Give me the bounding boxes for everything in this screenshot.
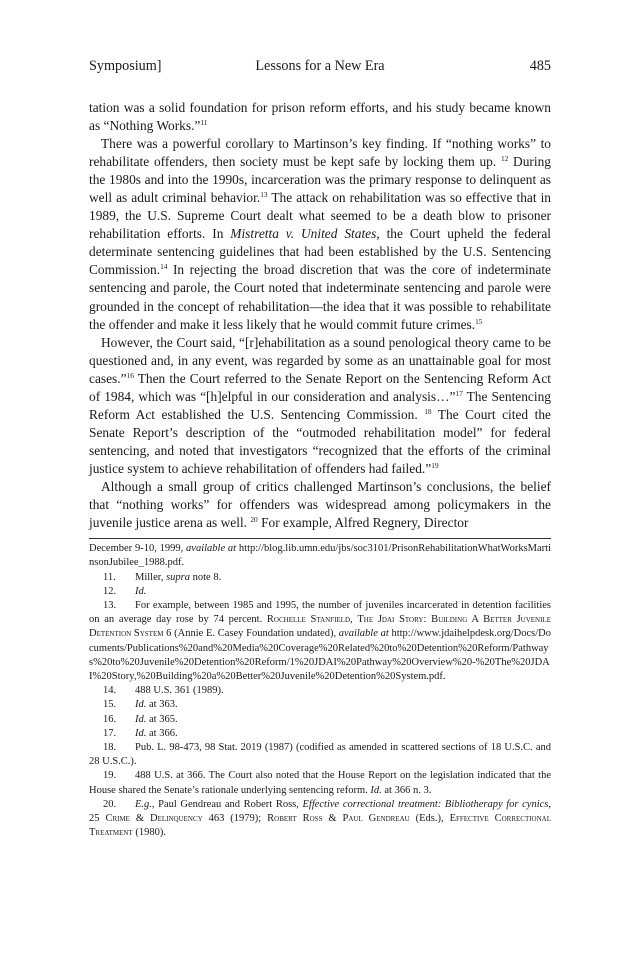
footnote-number: 18. [103, 741, 117, 753]
footnote-20: 20. E.g., Paul Gendreau and Robert Ross, Effective correctional treatment: Bibliotherapy for cynics, 25 Crime & Delinquency 463 (1979); Robert Ross & Paul Gendreau (Eds.), Effective Correctional Treatment (1980). [89, 798, 551, 839]
paragraph-2: There was a powerful corollary to Martinson’s key finding. If “nothing works” to rehabilitate offenders, then society must be kept safe by locking them up. $^{12}$ During the 1980s and into the 1990s, incarceration was the primary response to delinquent as well as adult criminal behavior.$^{13}$ The attack on rehabilitation was so effective that in 1989, the U.S. Supreme Court dealt what seemed to be a death blow to prisoner rehabilitation efforts. In Mistretta v. United States, the Court upheld the federal determinate sentencing guidelines that had been established by the U.S. Sentencing Commission.$^{14}$ In rejecting the broad discretion that was the core of indeterminate sentencing and parole, the Court noted that indeterminate sentencing and parole were grounded in the concept of rehabilitation—the idea that it was possible to rehabilitate the offender and make it less likely that he would commit future crimes.$^{15}$ [89, 136, 551, 332]
footnote-number: 16. [103, 713, 117, 725]
footnote-number: 15. [103, 699, 117, 711]
footnote-ref-12[interactable]: 12 [500, 153, 509, 163]
footnote-ref-11[interactable]: 11 [200, 117, 208, 127]
footnotes [89, 542, 551, 840]
footnote-number: 14. [103, 685, 117, 697]
footnote-number: 17. [103, 727, 117, 739]
footnote-ref-14[interactable]: 14 [160, 262, 168, 272]
running-head-title: Lessons for a New Era [255, 58, 385, 74]
footnote-ref-20[interactable]: 20 [250, 514, 258, 524]
footnote-number: 11. [103, 571, 116, 583]
footnote-14: 14. 488 U.S. 361 (1989). [89, 684, 551, 698]
footnote-ref-13[interactable]: 13 [260, 190, 268, 200]
footnote-number: 19. [103, 770, 117, 782]
footnote-number: 20. [103, 798, 117, 810]
footnote-ref-17[interactable]: 17 [455, 388, 463, 398]
footnote-16: 16. Id. at 365. [89, 713, 551, 727]
main-text [89, 99, 551, 532]
footnote-11: 11. Miller, supra note 8. [89, 571, 551, 585]
footnote-18: 18. Pub. L. 98-473, 98 Stat. 2019 (1987) (codified as amended in scattered sections of 18 U.S.C. and 28 U.S.C.). [89, 741, 551, 768]
running-head-section: Symposium] [89, 58, 162, 74]
journal-page [89, 56, 551, 840]
footnote-link[interactable]: http://blog.lib.umn.edu/jbs/soc3101/PrisonRehabilitationWhatWorksMartinsonJubilee_1988.pdf. [89, 543, 551, 569]
paragraph-3: However, the Court said, “[r]ehabilitation as a sound penological theory came to be questioned and, in any event, was regarded by some as an unattainable goal for most cases.”$^{16}$ Then the Court referred to the Senate Report on the Sentencing Reform Act of 1984, which was “[h]elpful in our consideration and analysis…”$^{17}$ The Sentencing Reform Act established the U.S. Sentencing Commission. $^{18}$ The Court cited the Senate Report’s description of the “outmoded rehabilitation model” for federal sentencing, and noted that investigators “recognized that the efforts of the criminal justice system to achieve rehabilitation of offenders had failed.”$^{19}$ [89, 334, 551, 476]
case-name: Mistretta v. United States [230, 226, 377, 242]
footnote-17: 17. Id. at 366. [89, 727, 551, 741]
footnote-12: 12. Id. [89, 585, 551, 599]
page-number: 485 [529, 58, 551, 74]
footnote-13: 13. For example, between 1985 and 1995, the number of juveniles incarcerated in detention facilities on an average day rose by 74 percent. Rochelle Stanfield, The Jdai Story: Building A Better Juvenile Detention System 6 (Annie E. Casey Foundation undated), available at http://www.jdaihelpdesk.org/Docs/Documents/Publications%20and%20Media%20Coverage%20Related%20to%20Detention%20Reform/Pathways%20to%20Juvenile%20Detention%20Reform/1%20JDAI%20Pathway%20Overview%20-%20The%20JDAI%20Story,%20Building%20a%20Better%20Juvenile%20Detention%20System.pdf. [89, 599, 551, 682]
paragraph-4: Although a small group of critics challenged Martinson’s conclusions, the belief that “nothing works” for offenders was widespread among policymakers in the juvenile justice arena as well. $^{20}$ For example, Alfred Regnery, Director [89, 478, 551, 531]
footnote-divider [89, 538, 551, 539]
footnote-number: 12. [103, 585, 117, 597]
running-head [89, 56, 551, 76]
paragraph-1: tation was a solid foundation for prison reform efforts, and his study became known as “Nothing Works.”$^{11}$ [89, 100, 551, 134]
footnote-ref-18[interactable]: 18 [424, 406, 432, 416]
footnote-link[interactable]: http://www.jdaihelpdesk.org/Docs/Documents/Publications%20and%20Media%20Coverage%20Related%20to%20Detention%20Reform/Pathways%20to%20Juvenile%20Detention%20Reform/1%20JDAI%20Pathway%20Overview%20-%20The%20JDAI%20Story,%20Building%20a%20Better%20Juvenile%20Detention%20System.pdf. [89, 628, 551, 682]
footnote-number: 13. [103, 599, 117, 611]
footnote-ref-15[interactable]: 15 [475, 316, 483, 326]
footnote-10-continued: December 9-10, 1999, available at http://blog.lib.umn.edu/jbs/soc3101/PrisonRehabilitationWhatWorksMartinsonJubilee_1988.pdf. [89, 543, 551, 569]
footnote-ref-19[interactable]: 19 [431, 460, 439, 470]
footnote-15: 15. Id. at 363. [89, 698, 551, 712]
footnote-19: 19. 488 U.S. at 366. The Court also noted that the House Report on the legislation indicated that the House shared the Senate’s rationale underlying sentencing reform. Id. at 366 n. 3. [89, 770, 551, 796]
footnote-ref-16[interactable]: 16 [126, 370, 134, 380]
